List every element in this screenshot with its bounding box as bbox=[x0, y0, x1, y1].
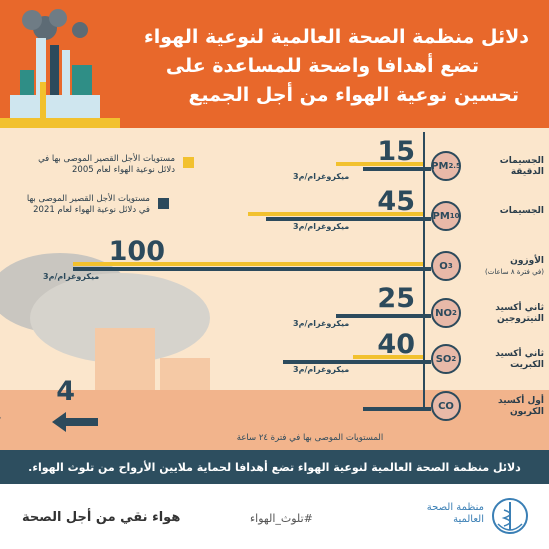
pollutant-value: 100 bbox=[108, 236, 165, 267]
pollutant-symbol-text: PM bbox=[431, 160, 449, 172]
pollutant-subscript: 2.5 bbox=[448, 162, 461, 170]
pollutant-unit: ميكروغرام/م3 bbox=[293, 172, 350, 181]
pollutant-symbol-text: PM bbox=[432, 210, 450, 222]
factory-illustration bbox=[0, 0, 120, 128]
pollutant-symbol bbox=[431, 151, 461, 181]
pollutant-unit: ميكروغرام/م3 bbox=[293, 319, 350, 328]
pollutant-subscript: 2 bbox=[452, 309, 457, 317]
pollutant-unit bbox=[0, 412, 1, 421]
pollutant-value: 4 bbox=[56, 376, 75, 407]
pollutant-label: الجسيمات bbox=[499, 206, 544, 216]
title-line-2: تضع أهدافا واضحة للمساعدة على bbox=[165, 55, 479, 77]
pollutant-unit: ميكروغرام/م3 bbox=[293, 365, 350, 374]
pollutant-symbol bbox=[431, 391, 461, 421]
who-name: منظمة الصحة العالمية bbox=[426, 502, 484, 525]
legend-swatch-2005 bbox=[183, 157, 194, 168]
pollutant-label: الجسيمات الدقيقة bbox=[499, 156, 544, 177]
header-banner bbox=[0, 0, 549, 128]
legend-swatch-2021 bbox=[158, 198, 169, 209]
pollutant-label: الأوزون (في فترة ٨ ساعات) bbox=[466, 256, 544, 278]
pollutant-unit: ميكروغرام/م3 bbox=[293, 222, 350, 231]
bar-2021 bbox=[363, 167, 431, 171]
pollutant-symbol bbox=[431, 344, 461, 374]
footer-hashtag: #تلوث_الهواء bbox=[250, 512, 313, 525]
pollutant-symbol bbox=[431, 201, 461, 231]
pollutant-value: 25 bbox=[377, 283, 415, 314]
pollutant-value: 40 bbox=[377, 329, 415, 360]
legend-label-2005: مستويات الأجل القصير الموصى بها في دلائل نوعية الهواء لعام 2005 bbox=[38, 154, 175, 175]
left-arrow bbox=[52, 410, 102, 434]
pollutant-subscript: 2 bbox=[451, 355, 457, 363]
pollutant-label: أول أكسيد الكربون bbox=[498, 396, 544, 417]
pollutant-subscript: 10 bbox=[449, 212, 460, 220]
pollutant-symbol bbox=[431, 298, 461, 328]
pollutant-label: ثاني أكسيد الكبريت bbox=[495, 349, 544, 370]
axis-note: المستويات الموصى بها في فترة ٢٤ ساعة bbox=[236, 433, 384, 443]
pollutant-value: 15 bbox=[377, 136, 415, 167]
pollutant-label: ثاني أكسيد النيتروجين bbox=[495, 303, 544, 324]
pollutant-symbol-text: CO bbox=[438, 400, 454, 412]
title-line-3: تحسين نوعية الهواء من أجل الجميع bbox=[188, 84, 519, 106]
title-line-1: دلائل منظمة الصحة العالمية لنوعية الهواء bbox=[144, 26, 529, 48]
pollutant-symbol-text: SO bbox=[435, 353, 452, 365]
legend-label-2021: مستويات الأجل القصير الموصى بها في دلائل نوعية الهواء لعام 2021 bbox=[26, 194, 150, 215]
pollutant-subscript: 3 bbox=[447, 262, 453, 270]
bar-2021 bbox=[283, 360, 431, 364]
message-band: دلائل منظمة الصحة العالمية لنوعية الهواء تضع أهدافا لحماية ملايين الأرواح من تلوث الهواء. bbox=[0, 450, 549, 484]
footer-slogan: هواء نقي من أجل الصحة bbox=[22, 510, 181, 525]
bar-2021 bbox=[73, 267, 431, 271]
pollutant-symbol-text: O bbox=[439, 260, 448, 272]
pollutant-sublabel: (في فترة ٨ ساعات) bbox=[485, 268, 544, 276]
bar-2021 bbox=[363, 407, 431, 411]
pollutant-unit: ميكروغرام/م3 bbox=[43, 272, 100, 281]
pollutant-value: 45 bbox=[377, 186, 415, 217]
bar-2021 bbox=[266, 217, 432, 221]
who-logo-icon bbox=[490, 496, 530, 536]
pollutant-symbol-text: NO bbox=[435, 307, 452, 319]
pollutant-symbol bbox=[431, 251, 461, 281]
bar-2021 bbox=[336, 314, 432, 318]
axis-line bbox=[423, 132, 425, 410]
